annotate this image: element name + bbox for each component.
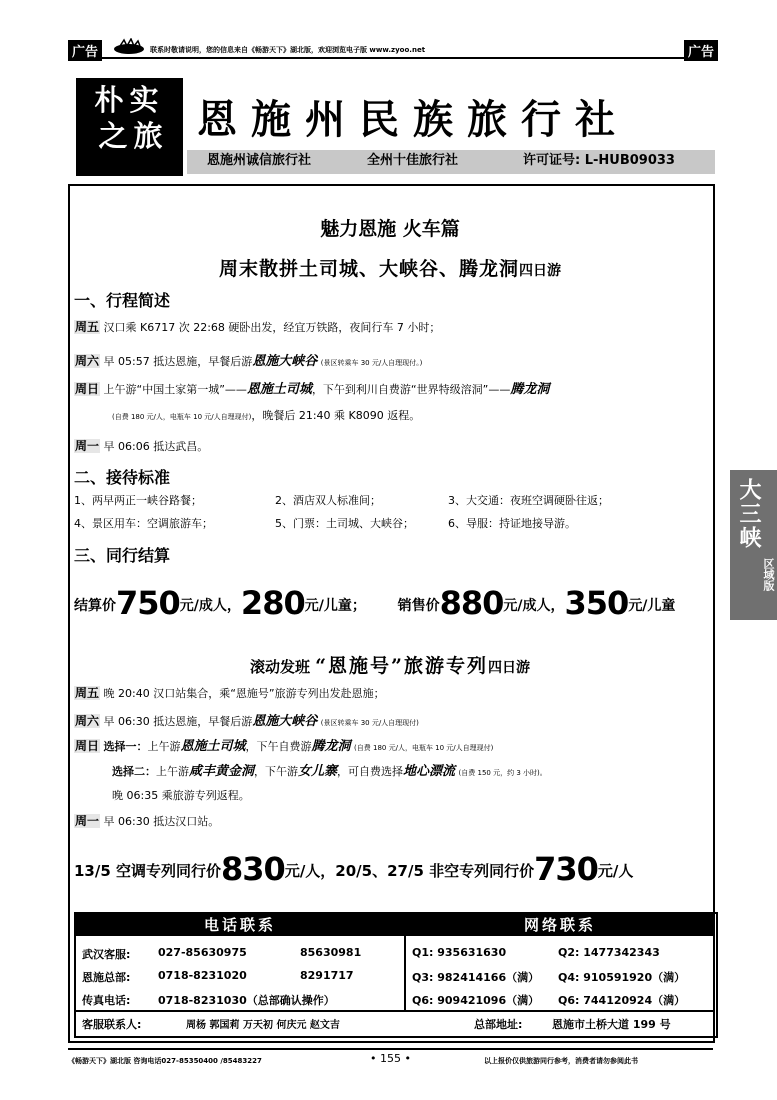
day-label: 周六 bbox=[75, 354, 100, 368]
tour-sunday-option-2 bbox=[112, 760, 547, 779]
brand-logo bbox=[76, 78, 183, 176]
agency-subtitle-bar bbox=[187, 150, 715, 174]
wuhan-service-number-1: 027-85630975 bbox=[158, 946, 247, 959]
tour-title-suffix: 四日游 bbox=[487, 660, 530, 676]
fax-label: 传真电话: bbox=[82, 994, 131, 1007]
itinerary-text: ，晚餐后 21:40 乘 K8090 返程。 bbox=[251, 409, 421, 422]
source-notice: 联系时敬请说明，您的信息来自《畅游天下》湖北版，欢迎浏览电子版 www.zyoo.net bbox=[150, 46, 426, 54]
day-label: 周一 bbox=[75, 814, 100, 828]
standard-item: 2、酒店双人标准间； bbox=[275, 494, 381, 507]
qq-6a: Q6: 909421096（满） bbox=[412, 994, 540, 1007]
tour-prices bbox=[74, 850, 633, 888]
tour-sunday-option-1 bbox=[74, 735, 493, 754]
standard-item: 6、导服：持证地接导游。 bbox=[448, 517, 576, 530]
address-label: 总部地址: bbox=[474, 1018, 523, 1031]
spot-name: 咸丰黄金洞 bbox=[189, 764, 255, 779]
tour-text: 早 06:30 抵达汉口站。 bbox=[103, 815, 220, 828]
tour-text: ，可自费选择 bbox=[337, 765, 404, 778]
settle-label: 结算价 bbox=[74, 598, 116, 614]
unit: 元/人， bbox=[284, 862, 336, 880]
train-title: 魅力恩施 火车篇 bbox=[320, 218, 460, 240]
spot-name: 恩施土司城 bbox=[180, 739, 246, 754]
spot-name: 女儿寨 bbox=[298, 764, 338, 779]
itinerary-sunday bbox=[74, 378, 549, 397]
spot-name: 恩施大峡谷 bbox=[252, 714, 318, 729]
section-itinerary-heading: 一、行程简述 bbox=[74, 291, 171, 310]
unit: 元/成人， bbox=[503, 598, 565, 614]
tour-title bbox=[40, 651, 740, 678]
unit: 元/人 bbox=[597, 862, 634, 880]
logo-line-2: 之旅 bbox=[98, 119, 169, 153]
spot-name: 腾龙洞 bbox=[510, 382, 550, 397]
hq-number-1: 0718-8231020 bbox=[158, 969, 247, 982]
retail-label: 销售价 bbox=[397, 598, 440, 614]
itinerary-text: 早 06:06 抵达武昌。 bbox=[103, 440, 209, 453]
side-tab-sub: 区域版 bbox=[762, 558, 775, 591]
tour-text: 早 06:30 抵达恩施，早餐后游 bbox=[103, 715, 253, 728]
day-label: 周五 bbox=[75, 320, 100, 334]
itinerary-note: (景区转乘车 30 元/人自理现付。) bbox=[320, 359, 423, 367]
subtitle-honor-2: 全州十佳旅行社 bbox=[367, 153, 459, 168]
section-settlement-heading: 三、同行结算 bbox=[74, 546, 171, 565]
train-subtitle-main: 周末散拼土司城、大峡谷、腾龙洞 bbox=[218, 258, 519, 280]
net-contact-header: 网络联系 bbox=[406, 914, 714, 936]
ad-tag-right: 广告 bbox=[684, 40, 718, 61]
standard-item: 3、大交通：夜班空调硬卧往返； bbox=[448, 494, 609, 507]
tour-text: 上午游 bbox=[147, 740, 181, 753]
row-divider bbox=[76, 1010, 714, 1012]
tour-text: ，下午游 bbox=[254, 765, 299, 778]
standard-item: 4、景区用车：空调旅游车； bbox=[74, 517, 213, 530]
tour-price-value-1: 830 bbox=[221, 850, 285, 888]
settlement-prices bbox=[74, 584, 675, 622]
logo-line-1: 朴实 bbox=[94, 83, 165, 117]
retail-adult-price: 880 bbox=[439, 584, 504, 622]
settle-child-price: 280 bbox=[240, 584, 305, 622]
train-subtitle-suffix: 四日游 bbox=[519, 263, 561, 279]
tour-title-quote: “恩施号”旅游专列 bbox=[315, 655, 488, 677]
page-number: • 155 • bbox=[370, 1052, 411, 1065]
tour-text: ，下午自费游 bbox=[245, 740, 312, 753]
wuhan-service-label: 武汉客服: bbox=[82, 948, 131, 961]
itinerary-note: (自费 180 元/人，电瓶车 10 元/人自理现付) bbox=[112, 413, 252, 421]
spot-name: 恩施土司城 bbox=[246, 382, 312, 397]
retail-child-price: 350 bbox=[564, 584, 629, 622]
region-side-tab bbox=[730, 470, 777, 620]
option-label: 选择二： bbox=[112, 765, 156, 778]
unit: 元/儿童； bbox=[304, 598, 366, 614]
tour-text: 上午游 bbox=[156, 765, 189, 778]
tour-note: (自费 180 元/人，电瓶车 10 元/人自理现付) bbox=[354, 744, 494, 752]
itinerary-saturday bbox=[74, 350, 422, 369]
itinerary-monday bbox=[74, 437, 208, 454]
day-label: 周日 bbox=[75, 739, 100, 753]
magazine-logo-icon bbox=[112, 38, 146, 56]
unit: 元/成人， bbox=[179, 598, 241, 614]
column-divider bbox=[404, 914, 406, 1010]
train-subtitle bbox=[40, 254, 740, 281]
itinerary-text: ，下午到利川自费游“世界特级溶洞”—— bbox=[311, 383, 511, 396]
standard-item: 1、两早两正一峡谷路餐； bbox=[74, 494, 202, 507]
phone-contact-header: 电话联系 bbox=[76, 914, 404, 936]
address: 恩施市土桥大道 199 号 bbox=[552, 1018, 671, 1031]
day-label: 周五 bbox=[75, 686, 100, 700]
tour-title-prefix: 滚动发班 bbox=[250, 658, 311, 676]
day-label: 周日 bbox=[75, 382, 100, 396]
tour-saturday bbox=[74, 710, 419, 729]
standard-item: 5、门票：土司城、大峡谷； bbox=[275, 517, 414, 530]
footer-right: 以上报价仅供旅游同行参考，消费者请勿参阅此书 bbox=[484, 1057, 638, 1065]
ad-tag-left: 广告 bbox=[68, 40, 102, 61]
wuhan-service-number-2: 85630981 bbox=[300, 946, 362, 959]
hq-label: 恩施总部: bbox=[82, 971, 131, 984]
tour-note: (景区转乘车 30 元/人自理现付) bbox=[320, 719, 419, 727]
staff-label: 客服联系人: bbox=[82, 1018, 142, 1031]
qq-4: Q4: 910591920（满） bbox=[558, 971, 686, 984]
day-label: 周六 bbox=[75, 714, 100, 728]
staff-names: 周杨 郭国莉 万天初 何庆元 赵文吉 bbox=[186, 1020, 340, 1031]
fax-number: 0718-8231030（总部确认操作） bbox=[158, 994, 335, 1007]
tour-price-label-1: 13/5 空调专列同行价 bbox=[74, 862, 222, 880]
tour-friday bbox=[74, 684, 385, 701]
itinerary-friday bbox=[74, 318, 440, 335]
itinerary-sunday-cont bbox=[112, 407, 420, 423]
spot-name: 地心漂流 bbox=[403, 764, 456, 779]
tour-sunday-evening: 晚 06:35 乘旅游专列返程。 bbox=[112, 789, 250, 802]
footer-rule bbox=[68, 1048, 713, 1050]
tour-price-value-2: 730 bbox=[534, 850, 598, 888]
itinerary-text: 上午游“中国土家第一城”—— bbox=[103, 383, 247, 396]
spot-name: 腾龙洞 bbox=[311, 739, 351, 754]
qq-1: Q1: 935631630 bbox=[412, 946, 507, 959]
tour-note: (自费 150 元，约 3 小时)。 bbox=[458, 769, 547, 777]
tour-text: 晚 20:40 汉口站集合，乘“恩施号”旅游专列出发赴恩施； bbox=[103, 687, 385, 700]
spot-name: 恩施大峡谷 bbox=[252, 354, 318, 369]
settle-adult-price: 750 bbox=[116, 584, 180, 622]
footer-left: 《畅游天下》湖北版 咨询电话027-85350400 /85483227 bbox=[68, 1057, 262, 1065]
top-rule bbox=[68, 57, 713, 59]
option-label: 选择一： bbox=[103, 740, 148, 753]
subtitle-honor-1: 恩施州诚信旅行社 bbox=[207, 153, 312, 168]
section-standard-heading: 二、接待标准 bbox=[74, 468, 171, 487]
itinerary-text: 早 05:57 抵达恩施，早餐后游 bbox=[103, 355, 253, 368]
qq-3: Q3: 982414166（满） bbox=[412, 971, 540, 984]
license-number: 许可证号: L-HUB09033 bbox=[523, 153, 675, 168]
agency-name: 恩施州民族旅行社 bbox=[197, 96, 629, 143]
itinerary-text: 汉口乘 K6717 次 22:68 硬卧出发，经宜万铁路，夜间行车 7 小时； bbox=[103, 321, 441, 334]
hq-number-2: 8291717 bbox=[300, 969, 354, 982]
unit: 元/儿童 bbox=[628, 598, 676, 614]
qq-2: Q2: 1477342343 bbox=[558, 946, 660, 959]
tour-monday bbox=[74, 812, 219, 829]
qq-6b: Q6: 744120924（满） bbox=[558, 994, 686, 1007]
tour-price-label-2: 20/5、27/5 非空专列同行价 bbox=[335, 862, 535, 880]
day-label: 周一 bbox=[75, 439, 100, 453]
side-tab-main: 大三峡 bbox=[736, 478, 762, 550]
